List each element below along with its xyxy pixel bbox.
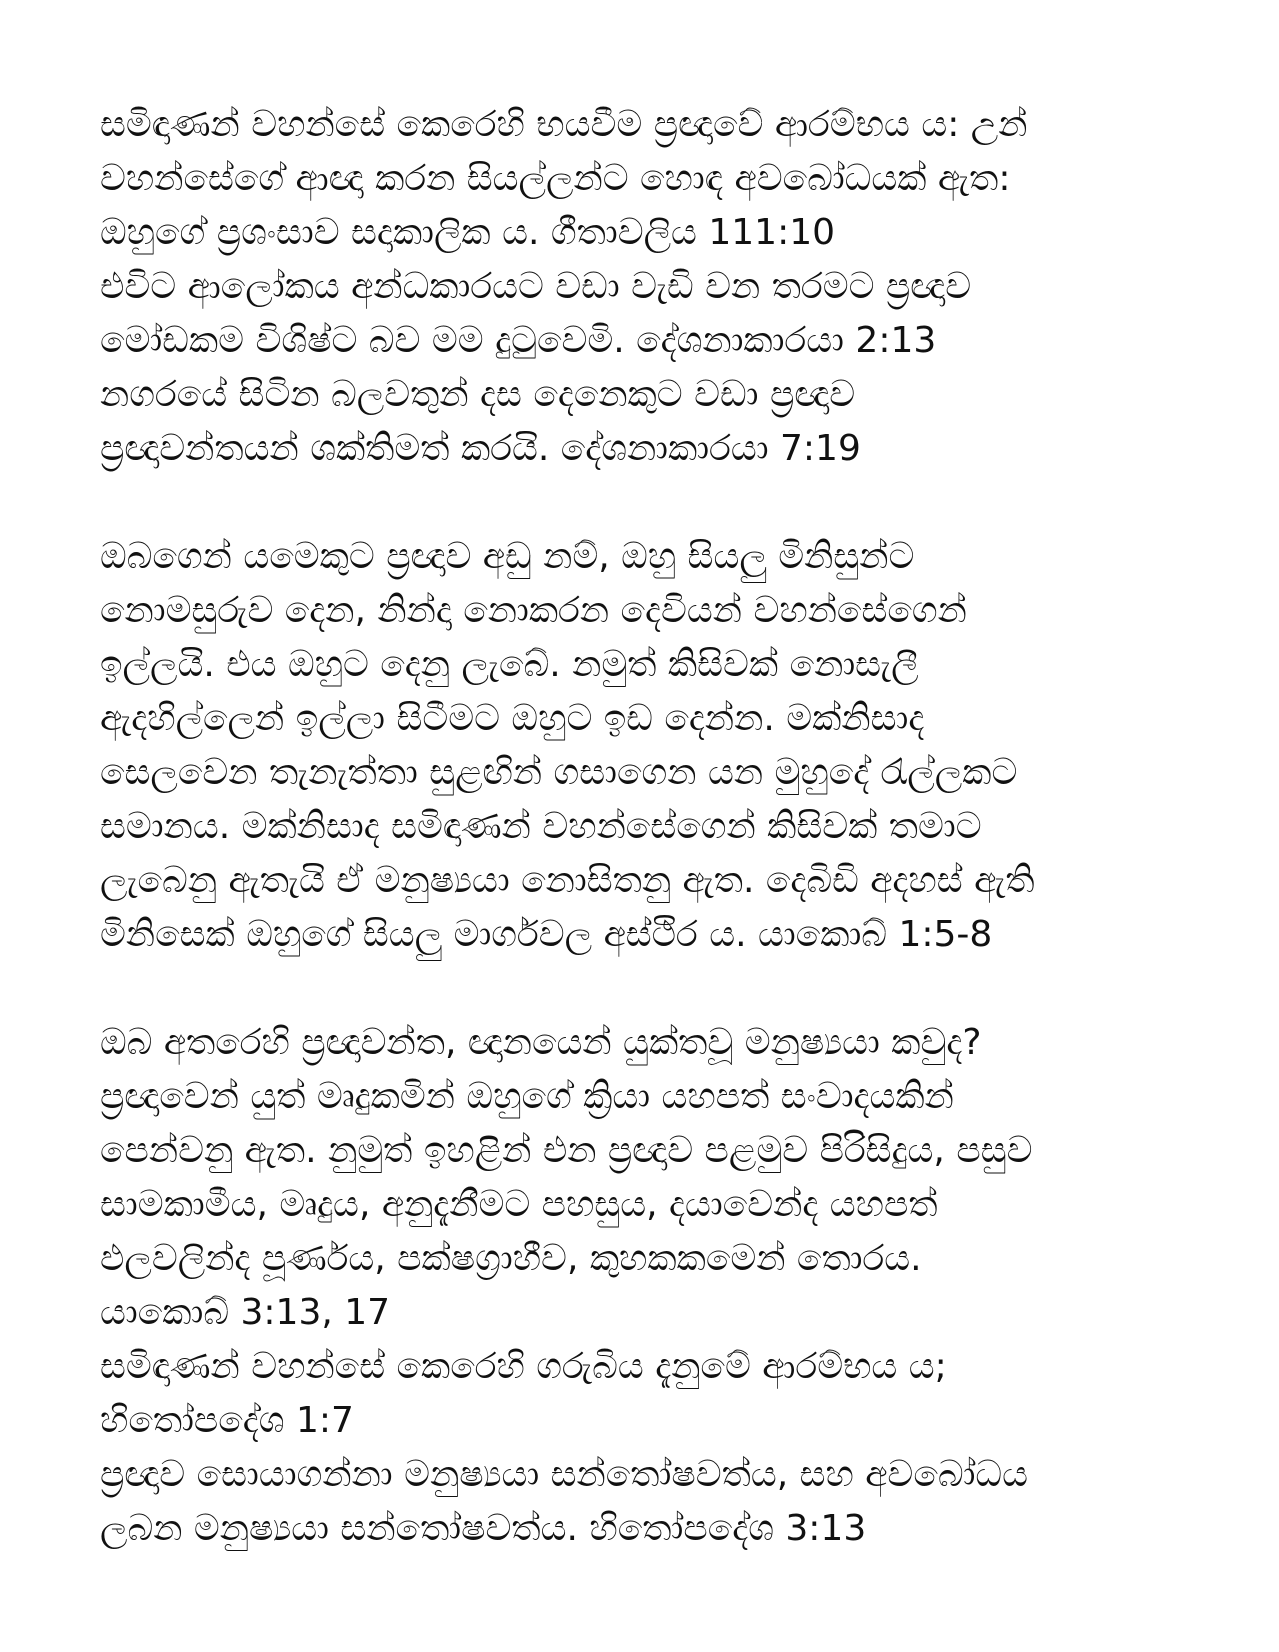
text-line: පෙන්වනු ඇත. නුමුත් ඉහළින් එන ප්‍රඥාව පළමුව පිරිසිදුය, පසුව (100, 1130, 1033, 1171)
scripture-text (100, 98, 1210, 1556)
text-line: ප්‍රඥාව සොයාගන්නා මනුෂ්‍යයා සන්තෝෂවත්ය, සහ අවබෝධය (100, 1454, 1028, 1495)
paragraph-gap (100, 476, 1210, 530)
text-line: ලැබෙනු ඇතැයි ඒ මනුෂ්‍යයා නොසිතනු ඇත. දෙබිඩි අදහස් ඇති (100, 860, 1035, 901)
text-line: මිනිසෙක් ඔහුගේ සියලු මාර්ගවල අස්ථිර ය. යාකොබ් 1:5-8 (100, 914, 993, 955)
paragraph-3 (100, 1016, 1210, 1556)
paragraph-1 (100, 98, 1210, 476)
text-line: සමානය. මක්නිසාද සමිඳාණන් වහන්සේගෙන් කිසිවක් තමාට (100, 806, 982, 847)
text-line: සාමකාමීය, මෘදුය, අනුදැනීමට පහසුය, දයාවෙන්ද යහපත් (100, 1184, 938, 1225)
text-line: ඔහුගේ ප්‍රශංසාව සදාකාලික ය. ගීතාවලිය 111:10 (100, 212, 836, 253)
text-line: යාකොබ් 3:13, 17 (100, 1292, 391, 1333)
text-line: නොමසුරුව දෙන, නින්දා නොකරන දෙවියන් වහන්සේගෙන් (100, 590, 967, 631)
text-line: ඵලවලින්ද පූර්ණය, පක්ෂග්‍රාහීව, කුහකකමෙන් තොරය. (100, 1238, 922, 1279)
text-line: ප්‍රඥාවෙන් යුත් මෘදුකමින් ඔහුගේ ක්‍රියා යහපත් සංවාදයකින් (100, 1076, 954, 1117)
text-line: ලබන මනුෂ්‍යයා සන්තෝෂවත්ය. හිතෝපදේශ 3:13 (100, 1508, 867, 1549)
text-line: සමිඳාණන් වහන්සේ කෙරෙහි භයවීම ප්‍රඥාවේ ආරම්භය ය: උන් (100, 104, 1028, 145)
text-line: ඔබ අතරෙහි ප්‍රඥාවන්ත, ඥානයෙන් යුක්තවූ මනුෂ්‍යයා කවුද? (100, 1022, 982, 1063)
text-line: නගරයේ සිටින බලවතුන් දස දෙනෙකුට වඩා ප්‍රඥාව (100, 374, 856, 415)
text-line: එවිට ආලෝකය අන්ධකාරයට වඩා වැඩි වන තරමට ප්‍රඥාව (100, 266, 972, 307)
text-line: ඇදහිල්ලෙන් ඉල්ලා සිටීමට ඔහුට ඉඩ දෙන්න. මක්නිසාද (100, 698, 925, 739)
paragraph-2 (100, 530, 1210, 962)
text-line: වහන්සේගේ ආඥා කරන සියල්ලන්ට හොඳ අවබෝධයක් ඇත: (100, 158, 1011, 199)
text-line: ප්‍රඥාවන්තයන් ශක්තිමත් කරයි. දේශනාකාරයා 7:19 (100, 428, 861, 469)
text-line: ඔබගෙන් යමෙකුට ප්‍රඥාව අඩු නම්, ඔහු සියලු මිනිසුන්ට (100, 536, 915, 577)
text-line: සමිඳාණන් වහන්සේ කෙරෙහි ගරුබිය දැනුමේ ආරම්භය ය; (100, 1346, 947, 1387)
text-line: ඉල්ලයි. එය ඔහුට දෙනු ලැබේ. නමුත් කිසිවක් නොසැලී (100, 644, 919, 685)
text-line: සෙලවෙන තැනැත්තා සුළඟින් ගසාගෙන යන මුහුදේ රැල්ලකට (100, 752, 1018, 793)
text-line: මෝඩකම විශිෂ්ට බව මම දුටුවෙමි. දේශනාකාරයා 2:13 (100, 320, 937, 361)
paragraph-gap (100, 962, 1210, 1016)
text-line: හිතෝපදේශ 1:7 (100, 1400, 354, 1441)
